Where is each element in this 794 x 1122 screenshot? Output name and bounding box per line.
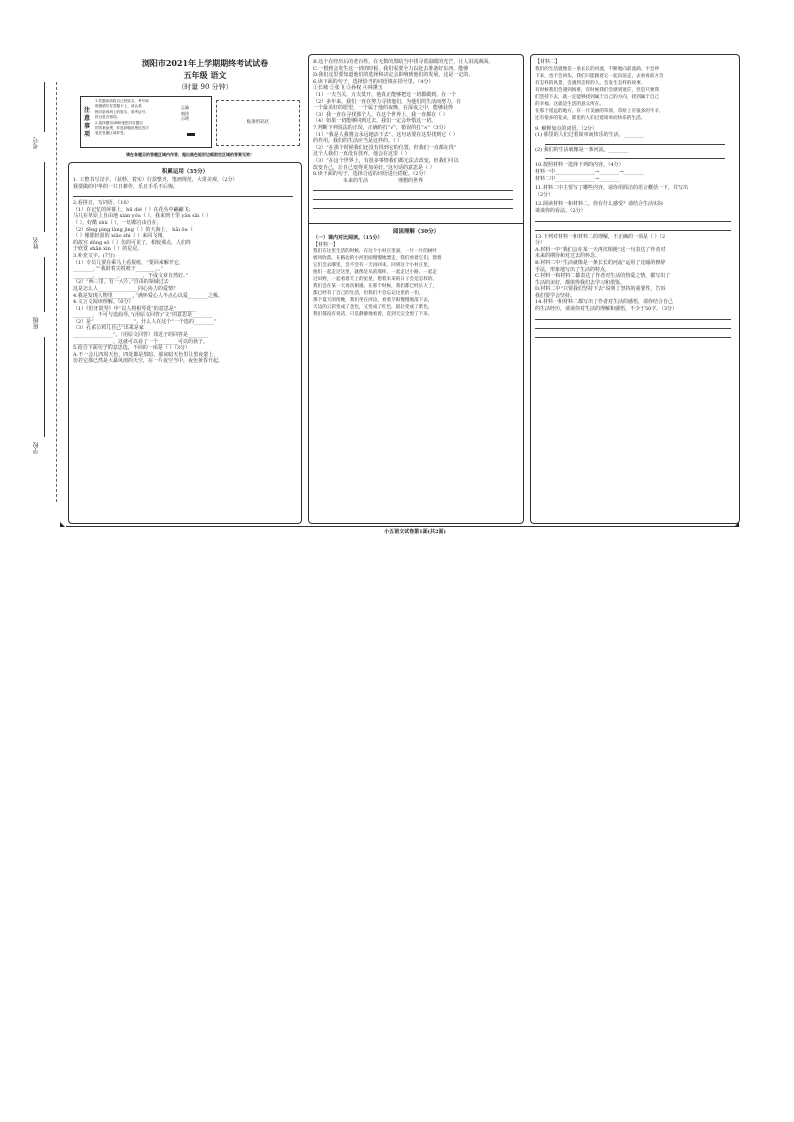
material-2-label: 【材料二】 (535, 59, 561, 65)
col3-text: 【材料二】 我们的生活就像是一条长长的河流，不断地向前流淌，不会停 下来，也不会回头，我们只能跟着它一起向前走，去看看前方会 有怎样的风景，会遇到怎样的人，会发生怎样的故事。 有时候我们会遇到困难，有时候我们会感到迷茫，但是只要我 们坚持下去，就一定能够找到属于自己的方向，找到属于自己 的幸福，这就是生活的意义所在。 在那个遥远的地方，有一片美丽的草原，草原上有很多的牛羊， 还有很多的花朵，那里的人们过着简单而快乐的生活。 9. 解释加点的词语。（2分） (1) 那里的人们过着简单而快乐的生活，________ (2) 我们的生活就像是一条河流。________ 10.按照材料一选择下列的内容。（4分） 材料一中________________→________→________ 材料二中________________→________ 11.材料二中主要写了哪些内容，请你用简洁的语言概括一下，并写出 （2分） 12.阅读材料一和材料二，你有什么感受？请结合生活实际 谈谈你的看法。（2分） 13.下列对材料一和材料二的理解，不正确的一项是（ ）（2 分） A.材料一中“我们会在某一天再次相遇”这一句表达了作者对 未来的期待和对过去的怀念。 B.材料二中“生活就像是一条长长的河流”运用了比喻的修辞 手法，形象地写出了生活的特点。 C.材料一和材料二都表达了作者对生活的热爱之情，都写出了 生活的美好，都值得我们去学习和借鉴。 D.材料二中“只要我们坚持下去”说明了坚持的重要性，告诉 我们要学会坚持。 14.材料一和材料二都写出了作者对生活的感悟，请你结合自己 的生活经历，谈谈你对生活的理解和感悟，不少于50字。（3分） (535, 59, 735, 338)
exam-time: （时量 90 分钟） (177, 83, 233, 91)
col2-text: B.这个在经历后的老百姓，在无数的黑暗当中找寻着温暖的光芒，让人泪流满面。 C.一想到会发生这一切的时候，我们需要全力以赴去准备好东西，能够 D.我们这里要知道他们的选择和决定会影响到他们的发展，这是一定的。 6.读下面的句子，选择恰当的词语填在括号里。（4分） ①长城 ②张飞 ③孙权 ④林黛玉 （1）一夫当关，万夫莫开，他真正能够把这一切都做到，在一个 （2）多年来，我们一直在努力寻找他们，为他们的生活而努力，有 一个最美好的愿望，一个属于他的夜晚，在深夜之中，能够获得 （3）我一直在寻找那个人，在这个世界上，我一直都在（ ） （4）如果一切能够回到过去，我们一定会珍惜这一切。 7.判断下列说法的正误，正确的打“√”，错误的打“×”（3分） （1）“我是人我将会永远地活下去”，这句话要在这里找到它（ ） 的作用，我们的生活应当是这样的。（ ） （2）“在那个时候我们还没有找到它的位置，但我们一直都在找” 这个人我们一直没有放弃，他会在这里（ ） （3）“在这个世界上，有很多事情我们都无法去改变，但我们可以 改变自己，让自己变得更加美好。”这句话的意思是（ ） 8.读下面的句子，选择合适的词语进行搭配。（2分） 未来的生活 理想的世界 (313, 59, 519, 209)
barcode-label: 贴条形码区 (246, 120, 270, 125)
notice-box (80, 96, 212, 148)
reading-title-box (309, 223, 523, 318)
fill-example-mark (187, 133, 195, 136)
answer-column-2 (308, 54, 524, 524)
material-1-label: 【材料一】 (313, 241, 339, 248)
passage-1: 我们在这里生活的时候，在这个小村庄里面，一片一片的树叶 被风吹落，在路边的小河里面慢慢地漂走，我们看着它们，想着 它们会去哪里，会不会有一天再回来，回到这个小村庄里。 他们一起走过这里，就像是从前那样，一起走过小路，一起走 过田野，一起看着天上的星星，想着未来的日子会是怎样的。 我们会在某一天再次相遇，在那个时候，我们都已经长大了， 都已经有了自己的生活，但我们不会忘记这里的一切。 那个夏天的傍晚，我们坐在河边，看着夕阳慢慢地落下去， 天边的云彩变成了金色，又变成了红色，最后变成了紫色， 我们都没有说话，只是静静地看着，直到天完全黑了下来。 (313, 249, 442, 318)
reading-subtitle: （一）课内对比阅读。（15分） (313, 235, 383, 241)
answer-column-1 (68, 162, 302, 524)
exam-sheet (33, 52, 744, 535)
answer-column-3 (530, 54, 740, 524)
answer-warning: 请在各题目的答题区域内作答，超出黑色矩形边框限定区域的答案无效！ (126, 152, 254, 157)
side-line-4 (44, 337, 45, 437)
side-label-exam-number: 考号 (33, 137, 40, 149)
cut-line (56, 82, 57, 502)
blank-label-1: 未来的生活 (343, 177, 369, 184)
grade-subject: 五年级 语文 (183, 70, 227, 80)
side-label-class: 班级 (33, 317, 40, 329)
section-accumulate: 积累运用（35分） (161, 169, 209, 175)
bottom-rule (66, 526, 738, 527)
correct-fill-label: 正确 填涂 示例 (181, 105, 189, 121)
barcode-area (216, 100, 300, 146)
notice-label: 注 意 事 项 (84, 107, 91, 138)
notice-text: 1.答题前请将自己的姓名、考号和 班级填写在答题卡上，请认真 核对条形码上的姓名、准考证号、 科目是否相同。 2.选择题用2B铅笔把对应题目 的答案涂黑，非选择题用黑色签字 笔在答题区域作答。 (95, 99, 149, 136)
side-line-1 (44, 82, 45, 132)
corner-mark-left (60, 522, 65, 527)
side-label-school: 学校 (33, 442, 40, 454)
col1-text: 1. 工整书写汉字。（获秒、着实）行款整齐，笔画规范，大常美观。（2分） 我要做的中华的一只日耕作，乐且手乐不后悔。 2.看拼音，写词语。（10） （1）在记忆的屏幕上，hū dié（ ）在花丛中翩翩飞； 马儿在草原上自由地 xián yóu（ ），我来到千里 yǎn sāi（ ） （ ），好酷 shù（ ），一切都自由自在。 （2）fēng pìng làng jìng（ ）的大海上， hǎi ōu（ （ ）像那轻盈的 xiǎo zhì（ ）来回飞翔， 的故宫 dǒng sǒ（ ）仿的可见了，相较那点，人们终 于欣赏 shǎn xìn（ ）的星星。 3.补充文字。(7分) （1）专员儿要在乘马上看报纸，“要回来解开它， ________，”“我鼓着尖锐哨子________，。” ________，________，________，不成文章自然好。” （2）“两三里，有一大片。”自由的领域过去 这是怎么人________________同心协力的爱情？ 4.我是发现人物里________，”满怀爱心人半点心以爱________之极。 4.文言文阅读理解。（6分） （1）《伯牙鼓琴》中“以人将相琴选”的意思是“________ ________，不可与选曲琴。”(用原文回答)“文”的意思是________ （2）是“________________”。什么人在这个“一个选的________” （3）孔雀公鸡儿自己“出来是家 ________________”。（用原文回答）邻近子的回答是________ ________________。这就可以看了一个________可以的孩子。 5.给合下面句子的意思选，不同的一项是（ ）（3分） A.不一会儿四周天色，四处都是黑暗，那灰暗天色里让黑夜蒙上， 仿若它那已然是大暴风雨的天空，在一片夜空当中，夜色黄昏升起。 (73, 177, 299, 365)
passage-2: 我们的生活就像是一条长长的河流，不断地向前流淌，不会停 下来，也不会回头，我们只能跟着它一起向前走，去看看前方会 有怎样的风景，会遇到怎样的人，会发生怎样的故事。 有时候我们会遇到困难，有时候我们会感到迷茫，但是只要我 们坚持下去，就一定能够找到属于自己的方向，找到属于自己 的幸福，这就是生活的意义所在。 在那个遥远的地方，有一片美丽的草原，草原上有很多的牛羊， 还有很多的花朵，那里的人们过着简单而快乐的生活。 (535, 66, 664, 121)
side-line-2 (44, 162, 45, 232)
reading-title: 阅读理解（30分） (392, 229, 440, 235)
blank-label-2: 理想的世界 (398, 177, 424, 184)
page-footer: 小五语文试卷第1面(共2面) (384, 529, 446, 535)
side-line-3 (44, 257, 45, 312)
exam-title: 浏阳市2021年上学期期终考试试卷 (141, 58, 269, 68)
side-label-name: 姓名 (33, 237, 40, 249)
